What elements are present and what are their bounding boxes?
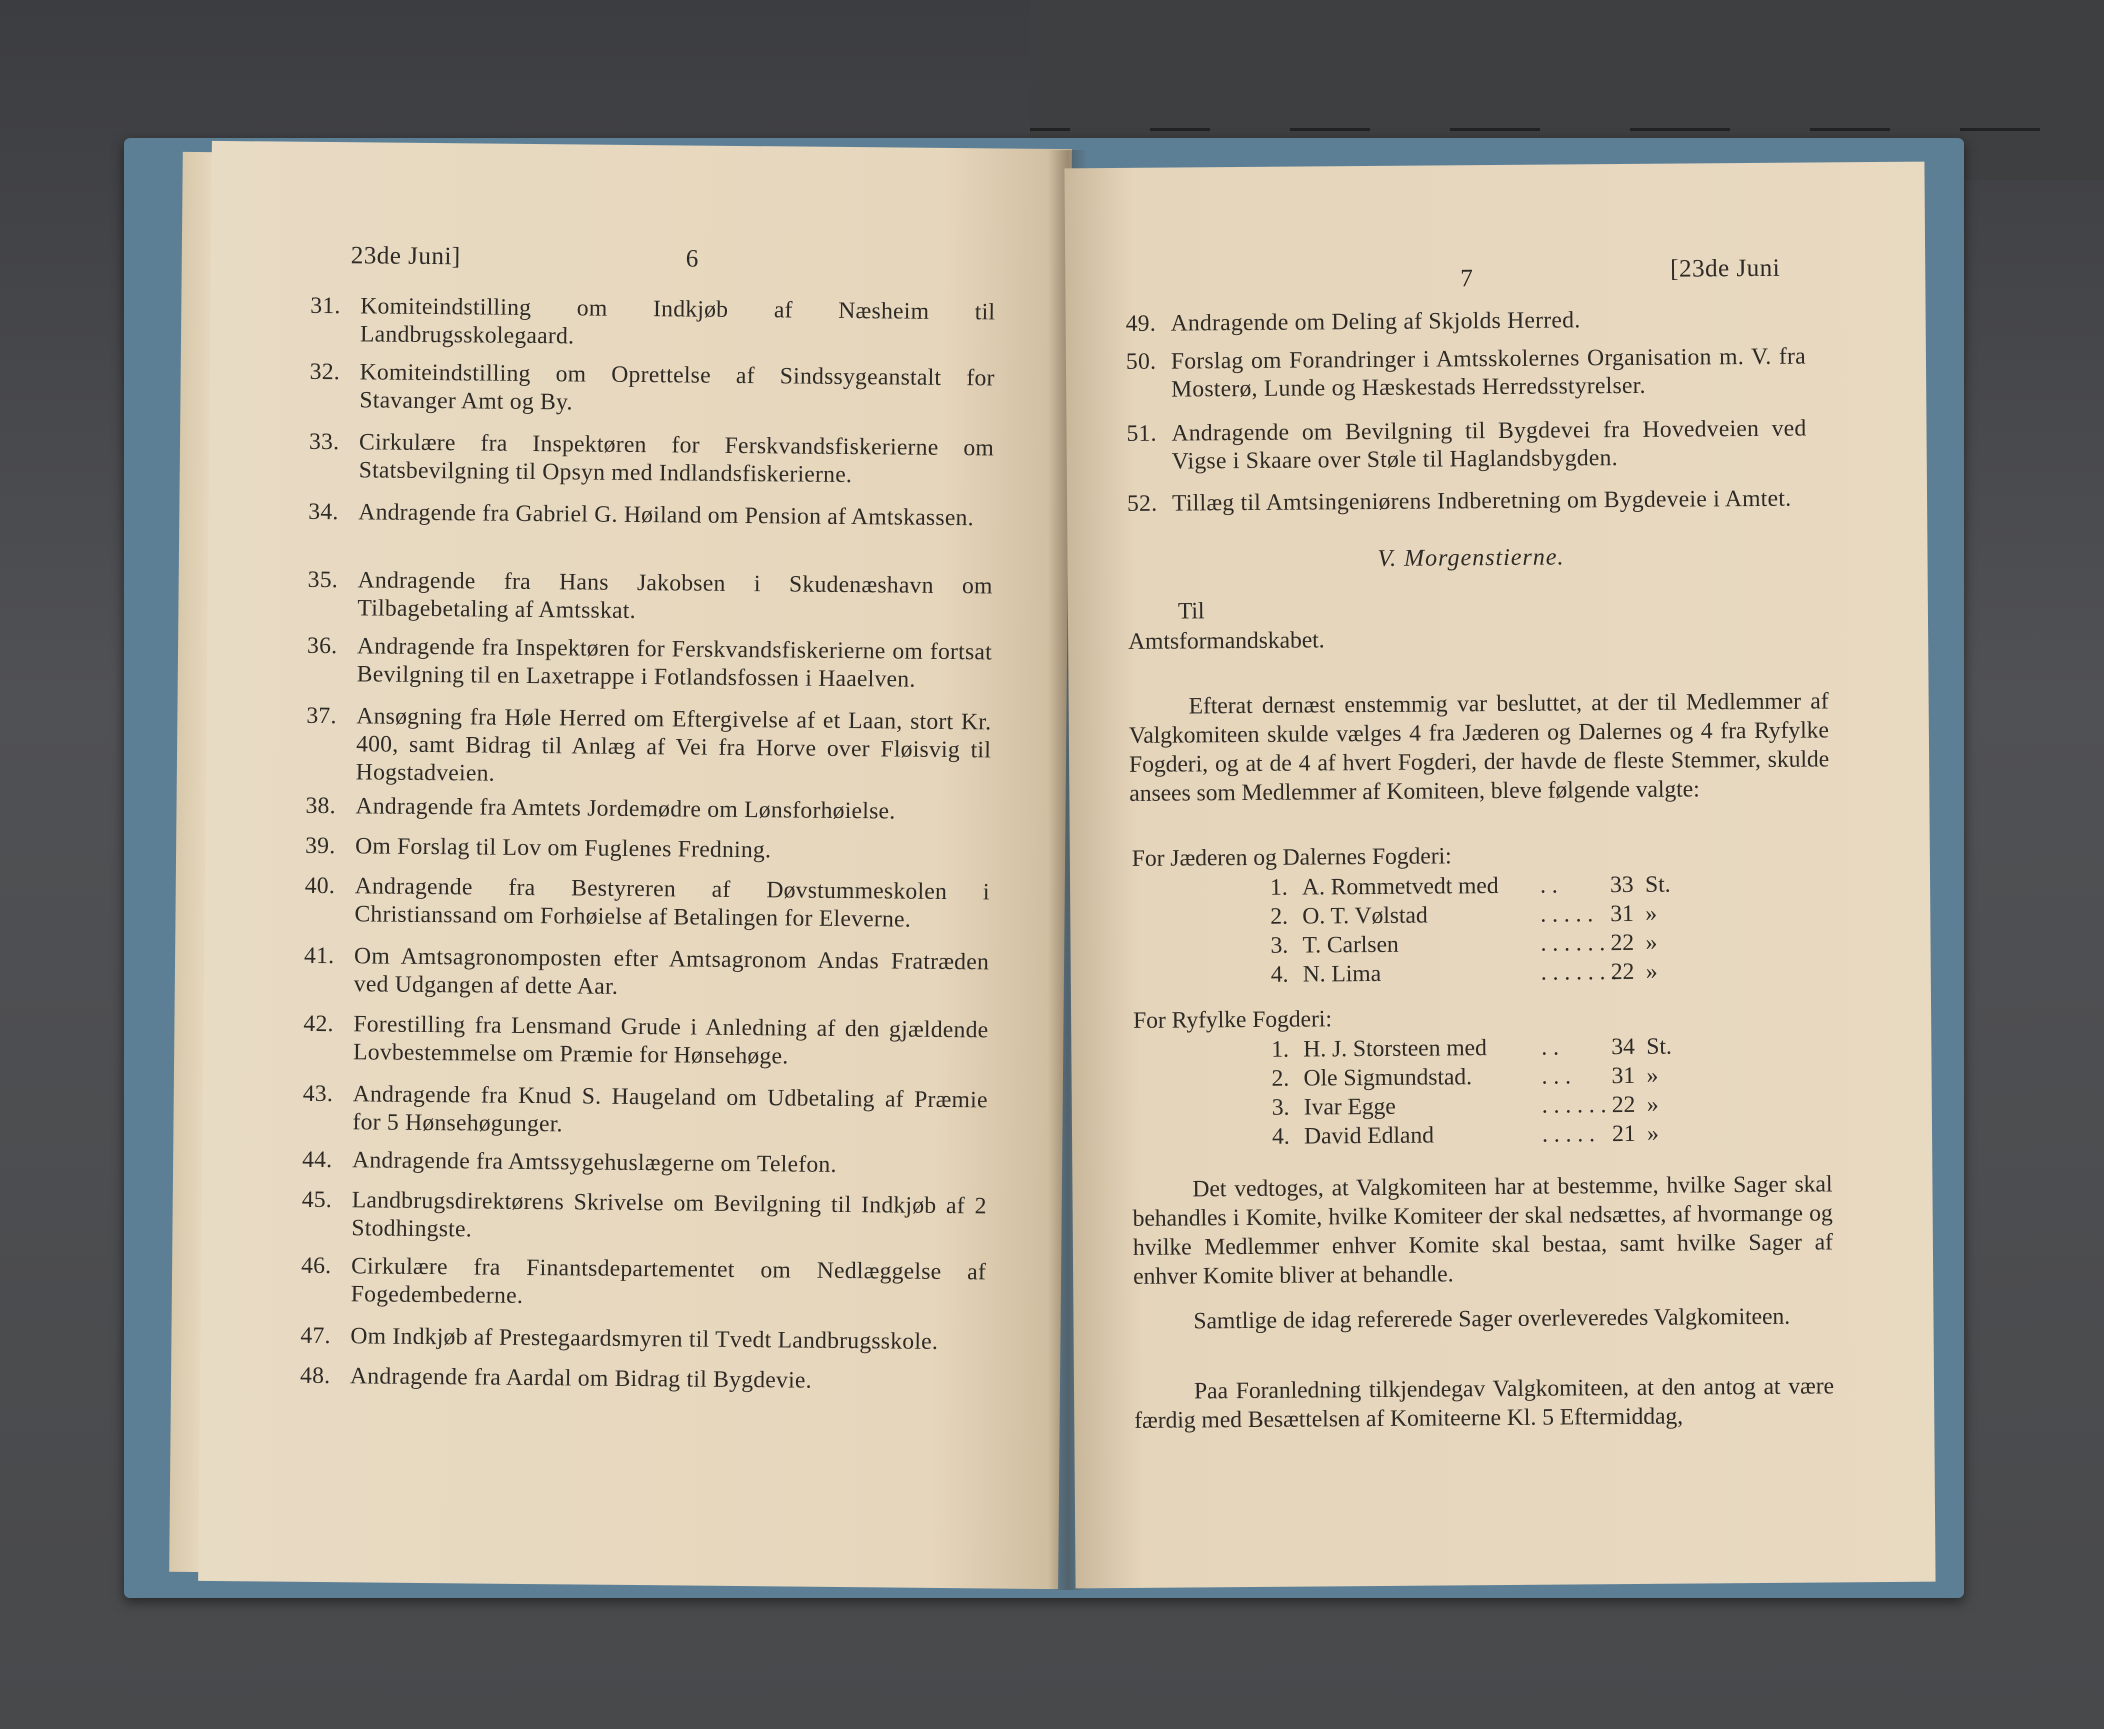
page-number-right: 7 xyxy=(1460,265,1474,293)
agenda-item-text: Andragende om Bevilgning til Bygdevei fra Hovedveien ved Vigse i Skaare over Støle til Haglandsbygden. xyxy=(1171,415,1807,475)
agenda-item-text: Andragende fra Inspektøren for Ferskvandsfiskerierne om fortsat Bevilgning til en Laxetrappe i Fotlandsfossen i Haaelven. xyxy=(356,633,993,693)
paragraph-timing xyxy=(1134,1372,1834,1435)
agenda-item xyxy=(302,1146,987,1178)
left-page xyxy=(198,141,1072,1589)
vote-row xyxy=(1072,1119,1832,1153)
agenda-item-number: 34. xyxy=(308,498,339,526)
candidate-rank: 1. xyxy=(1269,874,1288,901)
agenda-item-number: 50. xyxy=(1125,348,1157,375)
agenda-item xyxy=(300,1322,986,1355)
vote-unit: St. xyxy=(1644,871,1671,898)
strip-dash xyxy=(1150,128,1210,131)
vote-count: 22 xyxy=(1611,1091,1636,1119)
agenda-item xyxy=(1126,485,1807,517)
agenda-item-number: 31. xyxy=(310,292,341,320)
strip-dash xyxy=(1630,128,1730,131)
candidate-rank: 3. xyxy=(1271,1094,1290,1121)
agenda-item xyxy=(306,632,993,693)
agenda-item xyxy=(301,1186,987,1243)
vote-unit: » xyxy=(1646,1091,1659,1118)
agenda-item xyxy=(299,1362,985,1394)
vote-count: 31 xyxy=(1611,1062,1636,1090)
agenda-item-number: 33. xyxy=(308,428,340,456)
agenda-item-number: 39. xyxy=(305,832,336,860)
agenda-item xyxy=(1126,415,1807,475)
agenda-item-text: Om Amtsagronomposten efter Amtsagronom Andas Fratræden ved Udgangen af dette Aar. xyxy=(353,943,990,1000)
paragraph-timing-text: Paa Foranledning tilkjendegav Valgkomiteen, at den antog at være færdig med Besættelsen af Komiteerne Kl. 5 Eftermiddag, xyxy=(1134,1373,1835,1434)
vote-count: 22 xyxy=(1610,958,1635,986)
vote-count: 31 xyxy=(1610,900,1634,928)
agenda-item-text: Andragende fra Gabriel G. Høiland om Pension af Amtskassen. xyxy=(358,499,974,532)
vote-unit: » xyxy=(1646,1062,1659,1089)
vote-unit: » xyxy=(1645,929,1658,956)
leader-dots: . . xyxy=(1541,1034,1560,1061)
candidate-rank: 2. xyxy=(1270,903,1289,930)
fogderi-heading-2: For Ryfylke Fogderi: xyxy=(1133,1006,1333,1034)
agenda-item xyxy=(309,358,995,416)
leader-dots: . . xyxy=(1539,872,1558,899)
agenda-item-number: 43. xyxy=(302,1080,334,1108)
candidate-name: N. Lima xyxy=(1302,960,1382,988)
agenda-item-text: Andragende fra Aardal om Bidrag til Bygdevie. xyxy=(349,1363,813,1394)
candidate-rank: 4. xyxy=(1271,1123,1290,1150)
agenda-item-text: Andragende fra Amtssygehuslægerne om Telefon. xyxy=(352,1147,837,1178)
agenda-item-text: Komiteindstilling om Oprettelse af Sindssygeanstalt for Stavanger Amt og By. xyxy=(359,359,995,416)
strip-dash xyxy=(1290,128,1370,131)
candidate-rank: 3. xyxy=(1270,932,1289,959)
strip-dash xyxy=(1810,128,1890,131)
agenda-item-number: 46. xyxy=(301,1252,332,1280)
agenda-item-number: 35. xyxy=(307,566,339,594)
agenda-item xyxy=(303,1010,989,1070)
vote-unit: St. xyxy=(1646,1033,1672,1060)
agenda-item-text: Forestilling fra Lensmand Grude i Anledning af den gjældende Lovbestemmelse om Præmie for Hønsehøge. xyxy=(353,1011,989,1070)
strip-dash xyxy=(1030,128,1070,131)
leader-dots: . . . . . xyxy=(1540,901,1594,928)
agenda-item-number: 52. xyxy=(1126,490,1158,517)
agenda-item-text: Andragende om Deling af Skjolds Herred. xyxy=(1170,307,1581,337)
signature: V. Morgenstierne. xyxy=(1377,544,1565,572)
strip-dash xyxy=(1450,128,1540,131)
candidate-name: David Edland xyxy=(1303,1122,1435,1150)
agenda-item xyxy=(307,566,993,624)
leader-dots: . . . . . xyxy=(1541,1121,1596,1148)
agenda-item-text: Andragende fra Knud S. Haugeland om Udbetaling af Præmie for 5 Hønsehøgunger. xyxy=(352,1081,988,1138)
vote-count: 21 xyxy=(1611,1120,1636,1148)
agenda-item xyxy=(1125,343,1807,403)
paragraph-election-text: Efterat dernæst enstemmig var besluttet, at der til Medlemmer af Valgkomiteen skulde vælges 4 fra Jæderen og Dalernes og 4 fra Ryfylke Fogderi, og at de 4 af hvert Fogderi, der havde de fleste Stemmer, skulde ansees som Medlemmer af Komiteen, bleve følgende valgte: xyxy=(1128,688,1830,807)
agenda-item-number: 42. xyxy=(303,1010,334,1038)
candidate-name: Ivar Egge xyxy=(1303,1093,1396,1121)
paragraph-election xyxy=(1129,687,1830,808)
agenda-item xyxy=(306,702,992,787)
vote-row xyxy=(1070,928,1830,962)
vote-count: 33 xyxy=(1609,871,1634,899)
vote-row xyxy=(1070,870,1830,904)
agenda-item-text: Tillæg til Amtsingeniørens Indberetning om Bygdeveie i Amtet. xyxy=(1171,485,1792,517)
strip-dash xyxy=(1960,128,2040,131)
agenda-item-number: 45. xyxy=(301,1186,333,1214)
agenda-item-text: Komiteindstilling om Indkjøb af Næsheim til Landbrugsskolegaard. xyxy=(359,293,996,350)
agenda-item xyxy=(1125,305,1806,337)
agenda-item-number: 48. xyxy=(299,1362,331,1390)
agenda-item xyxy=(308,428,995,489)
running-head-left: 23de Juni] xyxy=(350,242,461,271)
agenda-item-number: 41. xyxy=(303,942,335,970)
agenda-item-text: Cirkulære fra Inspektøren for Ferskvandsfiskerierne om Statsbevilgning til Opsyn med Indlandsfiskerierne. xyxy=(358,429,995,489)
agenda-item xyxy=(305,832,990,864)
agenda-item-text: Andragende fra Amtets Jordemødre om Lønsforhøielse. xyxy=(355,793,896,825)
vote-unit: » xyxy=(1645,900,1658,927)
agenda-item xyxy=(305,792,991,825)
agenda-item-number: 37. xyxy=(306,702,337,730)
vote-count: 34 xyxy=(1611,1033,1635,1061)
agenda-item-text: Andragende fra Bestyreren af Døvstummeskolen i Christianssand om Forhøielse af Betalingen for Eleverne. xyxy=(354,873,990,933)
paragraph-committee-text: Det vedtoges, at Valgkomiteen har at bestemme, hvilke Sager skal behandles i Komite, hvilke Komiteer der skal nedsættes, af hvormange og hvilke Medlemmer enhver Komite skal bestaa, samt hvilke Sager af enhver Komite bliver at behandle. xyxy=(1132,1171,1833,1290)
leader-dots: . . . . . . xyxy=(1540,930,1606,957)
agenda-item xyxy=(308,498,994,532)
agenda-item xyxy=(301,1252,987,1309)
vote-row xyxy=(1072,1090,1832,1124)
vote-count: 22 xyxy=(1610,929,1635,957)
agenda-item-number: 32. xyxy=(309,358,341,386)
vote-unit: » xyxy=(1646,1120,1659,1147)
vote-row xyxy=(1071,1032,1831,1066)
agenda-item-number: 51. xyxy=(1126,420,1157,447)
leader-dots: . . . . . . . xyxy=(1540,959,1618,986)
running-head-right: [23de Juni xyxy=(1670,254,1781,283)
agenda-item-text: Landbrugsdirektørens Skrivelse om Bevilgning til Indkjøb af 2 Stodhingste. xyxy=(351,1187,987,1243)
leader-dots: . . . xyxy=(1541,1063,1572,1090)
agenda-item-number: 40. xyxy=(304,872,336,900)
addressee-til: Til xyxy=(1177,598,1205,625)
agenda-item xyxy=(304,872,990,933)
candidate-rank: 2. xyxy=(1271,1065,1290,1092)
addressee-name: Amtsformandskabet. xyxy=(1128,627,1325,655)
right-page xyxy=(1064,162,1935,1589)
paragraph-transfer-text: Samtlige de idag refererede Sager overleveredes Valgkomiteen. xyxy=(1193,1303,1791,1335)
agenda-item xyxy=(310,292,996,350)
candidate-name: A. Rommetvedt med xyxy=(1301,873,1499,901)
candidate-name: H. J. Storsteen med xyxy=(1303,1035,1487,1063)
agenda-item-text: Forslag om Forandringer i Amtsskolernes Organisation m. V. fra Mosterø, Lunde og Hæskestads Herredsstyrelser. xyxy=(1170,343,1807,403)
candidate-name: T. Carlsen xyxy=(1302,931,1399,959)
paragraph-committee xyxy=(1132,1170,1833,1291)
agenda-item-number: 47. xyxy=(300,1322,331,1350)
agenda-item xyxy=(302,1080,988,1138)
agenda-item-text: Andragende fra Hans Jakobsen i Skudenæshavn om Tilbagebetaling af Amtsskat. xyxy=(357,567,993,624)
vote-row xyxy=(1070,899,1830,933)
agenda-item-number: 49. xyxy=(1125,310,1157,337)
leader-dots: . . . . . . xyxy=(1541,1092,1607,1119)
agenda-item-text: Ansøgning fra Høle Herred om Eftergivelse af et Laan, stort Kr. 400, samt Bidrag til Anlæg af Vei fra Horve over Fløisvig til Hogstadveien. xyxy=(355,703,992,787)
vote-unit: » xyxy=(1645,958,1658,985)
paragraph-transfer xyxy=(1133,1302,1833,1336)
agenda-item-text: Om Indkjøb af Prestegaardsmyren til Tvedt Landbrugsskole. xyxy=(350,1323,939,1355)
agenda-item xyxy=(303,942,990,1000)
agenda-item-number: 36. xyxy=(306,632,338,660)
candidate-rank: 4. xyxy=(1270,961,1289,988)
agenda-item-text: Cirkulære fra Finantsdepartementet om Nedlæggelse af Fogedembederne. xyxy=(350,1253,987,1309)
candidate-rank: 1. xyxy=(1271,1036,1290,1063)
vote-row xyxy=(1071,1061,1831,1095)
agenda-item-number: 38. xyxy=(305,792,336,820)
agenda-item-number: 44. xyxy=(302,1146,333,1174)
vote-row xyxy=(1071,957,1831,991)
candidate-name: O. T. Vølstad xyxy=(1302,902,1428,930)
page-number-left: 6 xyxy=(685,245,699,273)
fogderi-heading-1: For Jæderen og Dalernes Fogderi: xyxy=(1131,843,1452,872)
agenda-item-text: Om Forslag til Lov om Fuglenes Fredning. xyxy=(355,833,772,864)
candidate-name: Ole Sigmundstad. xyxy=(1303,1064,1473,1092)
